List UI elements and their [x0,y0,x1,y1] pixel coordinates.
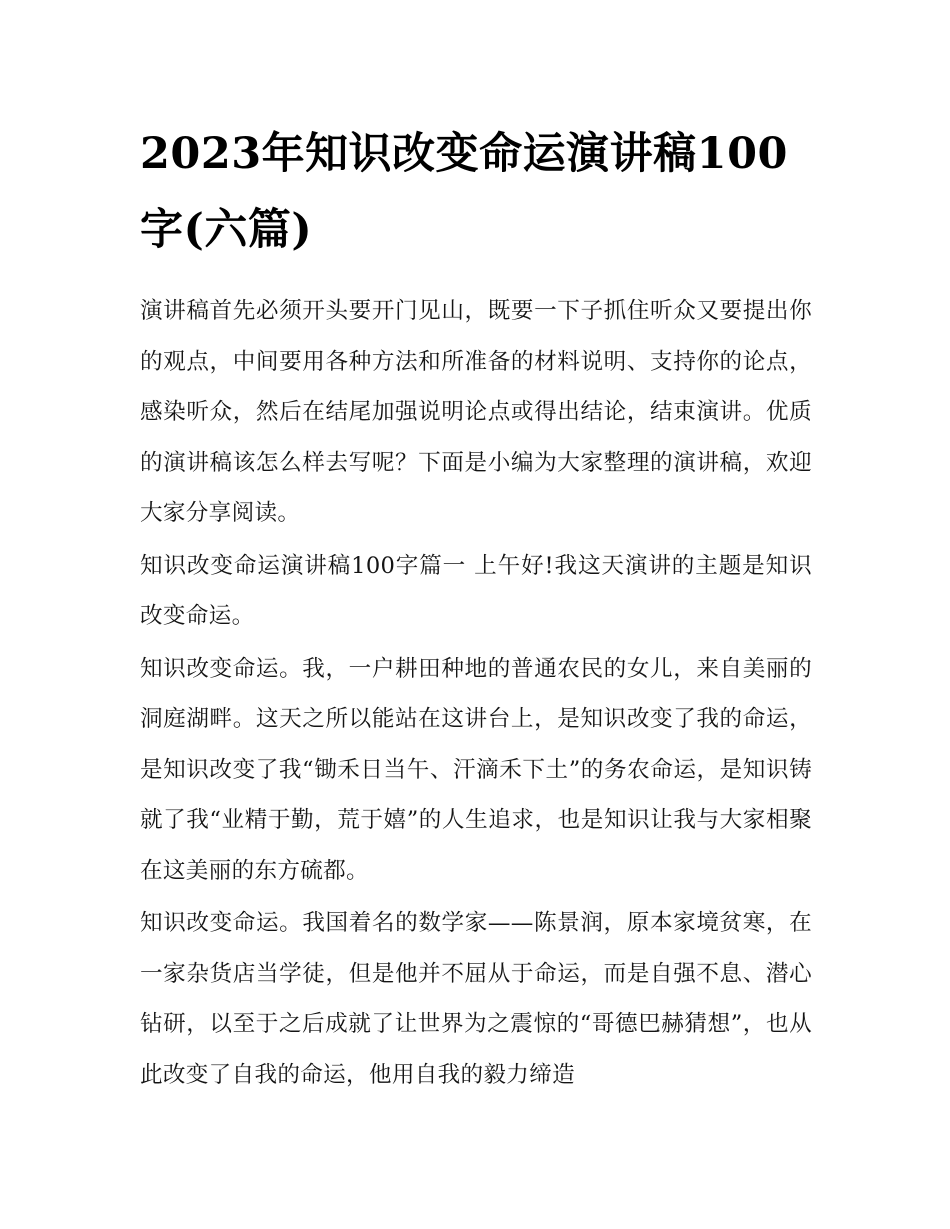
chen-jingrun-paragraph: 知识改变命运。我国着名的数学家——陈景润，原本家境贫寒，在一家杂货店当学徒，但是他并不屈从于命运，而是自强不息、潜心钻研，以至于之后成就了让世界为之震惊的“哥德巴赫猜想”，也从此改变了自我的命运，他用自我的毅力缔造 [140,910,812,1088]
document-body [140,116,812,1102]
knowledge-changed-my-fate-paragraph: 知识改变命运。我，一户耕田种地的普通农民的女儿，来自美丽的洞庭湖畔。这天之所以能站在这讲台上，是知识改变了我的命运，是知识改变了我“锄禾日当午、汗滴禾下土”的务农命运，是知识铸就了我“业精于勤，荒于嬉”的人生追求，也是知识让我与大家相聚在这美丽的东方硫都。 [140,655,812,884]
section-one-opening-paragraph: 知识改变命运演讲稿100字篇一 上午好!我这天演讲的主题是知识改变命运。 [140,552,812,629]
document-title: 2023年知识改变命运演讲稿100字(六篇) [140,129,788,255]
intro-paragraph: 演讲稿首先必须开头要开门见山，既要一下子抓住听众又要提出你的观点，中间要用各种方法和所准备的材料说明、支持你的论点，感染听众，然后在结尾加强说明论点或得出结论，结束演讲。优质的演讲稿该怎么样去写呢？下面是小编为大家整理的演讲稿，欢迎大家分享阅读。 [140,298,812,526]
